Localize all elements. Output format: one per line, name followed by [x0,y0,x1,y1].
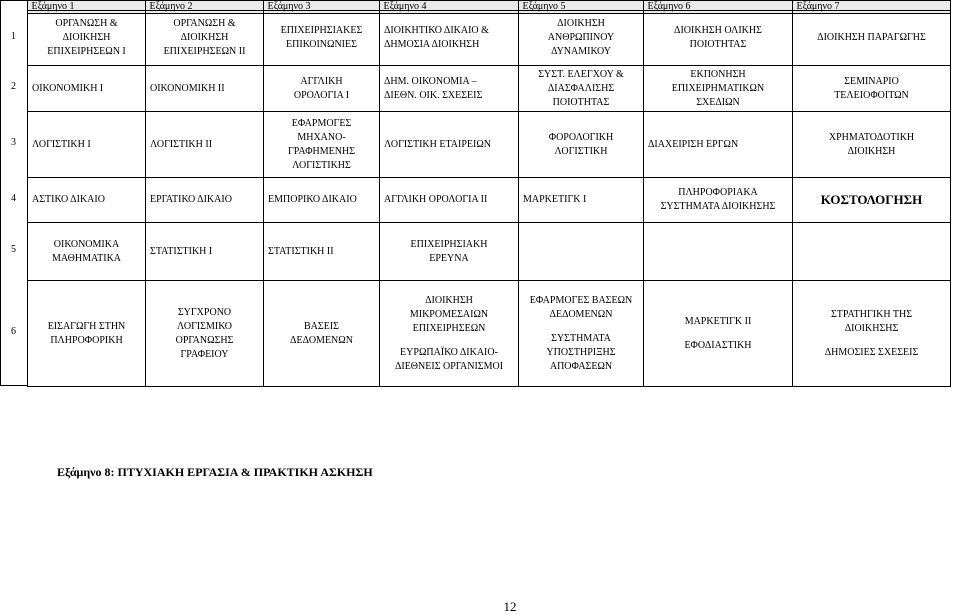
course-cell [519,281,644,387]
course-cell [793,178,951,223]
course-cell [644,11,793,66]
course-cell [146,11,264,66]
course-cell [380,178,519,223]
course-cell [519,66,644,112]
course-name-line: ΣΥΣΤΗΜΑΤΑ [551,332,611,344]
course-name-line: ΜΑΡΚΕΤΙΓΚ Ι [523,194,587,205]
course-name-line: ΛΟΓΙΣΤΙΚΗ Ι [32,138,91,150]
course-name-line: ΔΗΜΟΣΙΑ ΔΙΟΙΚΗΣΗ [384,39,480,50]
semester-header: Εξάμηνο 3 [263,1,379,14]
course-cell [146,223,264,281]
course-name-line: ΟΡΓΑΝΩΣΗ & [55,18,118,29]
course-cell [28,281,146,387]
course-name-line: ΜΗΧΑΝΟ- [297,131,346,143]
course-cell [264,11,380,66]
course-name-line: ΣΧΕΔΙΩΝ [696,96,740,108]
course-name-line: ΥΠΟΣΤΗΡΙΞΗΣ [546,346,616,358]
semester-header: Εξάμηνο 4 [379,1,518,14]
course-grid [27,10,951,387]
course-cell [793,112,951,178]
page-number: 12 [503,599,517,614]
left-border [0,0,27,386]
course-cell [146,281,264,387]
course-name-line: ΠΟΙΟΤΗΤΑΣ [689,39,747,50]
course-name-line: ΑΠΟΦΑΣΕΩΝ [549,360,613,372]
course-name-line: ΑΓΓΛΙΚΗ ΟΡΟΛΟΓΙΑ ΙΙ [384,194,488,205]
course-name-line: ΣΤΑΤΙΣΤΙΚΗ ΙΙ [268,245,334,257]
course-name-line: ΒΑΣΕΙΣ [304,320,339,332]
course-cell [380,112,519,178]
course-name-line: ΣΤΡΑΤΗΓΙΚΗ ΤΗΣ [830,308,913,320]
row-number: 6 [11,326,16,337]
course-name-line: ΓΡΑΦΕΙΟΥ [180,348,229,360]
course-cell [28,11,146,66]
course-name-line: ΕΦΑΡΜΟΓΕΣ [291,117,352,129]
course-name-line: ΔΗΜ. ΟΙΚΟΝΟΜΙΑ – [384,75,477,87]
course-name-line: ΔΙΟΙΚΗΣΗ [425,294,473,306]
course-cell [793,223,951,281]
line-gap [797,336,946,346]
course-name-line: ΕΜΠΟΡΙΚΟ ΔΙΚΑΙΟ [268,194,357,205]
course-name-line: ΦΟΡΟΛΟΓΙΚΗ [548,131,614,143]
course-cell [264,112,380,178]
course-name-line: ΕΠΙΧΕΙΡΗΣΕΩΝ Ι [47,46,126,57]
course-cell [793,66,951,112]
course-cell [146,178,264,223]
course-name-line: ΔΙΟΙΚΗΣΗ [180,32,229,43]
course-cell [380,11,519,66]
course-name-line: ΛΟΓΙΣΤΙΚΗ ΙΙ [150,138,213,150]
course-name-line: ΔΙΑΧΕΙΡΙΣΗ ΕΡΓΩΝ [648,138,739,150]
course-row [28,223,951,281]
course-name-line: ΣΥΓΧΡΟΝΟ [177,306,232,318]
course-cell [519,11,644,66]
course-row [28,11,951,66]
course-cell [264,281,380,387]
course-cell [644,66,793,112]
course-name-line: ΟΡΓΑΝΩΣΗ & [173,18,236,29]
course-name-line: ΑΓΓΛΙΚΗ [300,75,343,87]
course-name-line: ΣΥΣΤ. ΕΛΕΓΧΟΥ & [538,68,624,80]
course-name-line: ΠΛΗΡΟΦΟΡΙΚΗ [50,334,123,346]
course-name-line: ΕΠΙΧΕΙΡΗΣΙΑΚΕΣ [280,25,363,36]
course-name-line: ΕΡΓΑΤΙΚΟ ΔΙΚΑΙΟ [150,194,232,205]
course-cell [519,223,644,281]
course-name-line: ΛΟΓΙΣΤΙΚΗ [554,145,608,157]
course-name-line: ΟΙΚΟΝΟΜΙΚΑ [53,238,120,250]
course-name-line: ΔΙΟΙΚΗΣΗ ΠΑΡΑΓΩΓΗΣ [817,32,926,43]
course-name-line: ΕΙΣΑΓΩΓΗ ΣΤΗΝ [47,320,126,332]
course-name-line: ΕΠΙΧΕΙΡΗΣΙΑΚΗ [410,238,488,250]
row-number: 1 [11,30,16,42]
course-cell [146,66,264,112]
course-name-line: ΔΙΟΙΚΗΣΗ [847,145,896,157]
row-number: 5 [11,244,16,255]
course-cell [644,178,793,223]
semester-header: Εξάμηνο 2 [145,1,263,14]
course-cell [519,178,644,223]
course-name-line: ΣΤΑΤΙΣΤΙΚΗ Ι [150,245,213,257]
course-cell [793,281,951,387]
course-name-line: ΔΙΑΣΦΑΛΙΣΗΣ [547,82,615,94]
course-name-line: ΕΥΡΩΠΑΪΚΟ ΔΙΚΑΙΟ- [400,346,498,358]
course-name-line: ΔΕΔΟΜΕΝΩΝ [549,308,613,320]
course-cell [793,11,951,66]
course-name-line: ΕΠΙΧΕΙΡΗΣΕΩΝ [412,322,486,334]
course-name-line: ΔΙΟΙΚΗΣΗ ΟΛΙΚΗΣ [674,25,762,36]
course-name-line: ΕΠΙΧΕΙΡΗΣΕΩΝ ΙΙ [163,46,246,57]
course-name-line: ΕΚΠΟΝΗΣΗ [690,68,746,80]
course-cell [644,112,793,178]
course-name-line: ΟΙΚΟΝΟΜΙΚΗ ΙΙ [150,82,225,94]
course-name-line: ΜΙΚΡΟΜΕΣΑΙΩΝ [409,308,489,320]
course-name-line: ΔΕΔΟΜΕΝΩΝ [290,334,353,346]
course-name-line: ΟΙΚΟΝΟΜΙΚΗ Ι [32,82,104,94]
row-number: 3 [11,137,16,148]
course-cell [28,66,146,112]
line-gap [384,336,514,346]
course-cell [644,281,793,387]
course-name-line: ΠΟΙΟΤΗΤΑΣ [552,96,610,108]
course-name-line: ΔΙΟΙΚΗΣΗ [557,18,605,29]
course-row [28,281,951,387]
course-name-line: ΔΗΜΟΣΙΕΣ ΣΧΕΣΕΙΣ [824,346,919,358]
course-name-line: ΣΕΜΙΝΑΡΙΟ [844,75,899,87]
course-cell [28,223,146,281]
course-cell [264,223,380,281]
semester-header: Εξάμηνο 7 [792,1,950,14]
course-name-line: ΟΡΓΑΝΩΣΗΣ [175,334,234,346]
course-cell [380,281,519,387]
course-name-line: ΕΦΑΡΜΟΓΕΣ ΒΑΣΕΩΝ [529,294,633,306]
course-name-line: ΔΙΟΙΚΗΣΗΣ [844,322,899,334]
course-name-line: ΑΣΤΙΚΟ ΔΙΚΑΙΟ [32,194,105,205]
course-cell [28,112,146,178]
course-name-line: ΠΛΗΡΟΦΟΡΙΑΚΑ [678,187,758,198]
course-name-line: ΕΦΟΔΙΑΣΤΙΚΗ [684,339,752,351]
course-cell [519,112,644,178]
course-cell [28,178,146,223]
course-name-line: ΕΠΙΧΕΙΡΗΜΑΤΙΚΩΝ [671,82,765,94]
course-name-line: ΔΙΟΙΚΗΤΙΚΟ ΔΙΚΑΙΟ & [384,25,489,36]
course-cell [644,223,793,281]
course-name-line: ΟΡΟΛΟΓΙΑ Ι [293,89,350,101]
course-name-line: ΧΡΗΜΑΤΟΔΟΤΙΚΗ [828,131,915,143]
course-name-line: ΜΑΘΗΜΑΤΙΚΑ [51,252,122,264]
semester-header: Εξάμηνο 6 [643,1,792,14]
course-cell [146,112,264,178]
course-name-line: ΚΟΣΤΟΛΟΓΗΣΗ [820,192,923,207]
course-cell [264,178,380,223]
line-gap [523,322,639,332]
course-row [28,112,951,178]
course-cell [380,66,519,112]
course-name-line: ΔΙΟΙΚΗΣΗ [62,32,111,43]
course-name-line: ΛΟΓΙΣΜΙΚΟ [177,320,232,332]
course-cell [264,66,380,112]
semester-header: Εξάμηνο 1 [27,1,145,14]
course-name-line: ΛΟΓΙΣΤΙΚΗΣ [292,159,351,171]
course-name-line: ΛΟΓΙΣΤΙΚΗ ΕΤΑΙΡΕΙΩΝ [384,138,491,150]
line-gap [648,329,788,339]
course-name-line: ΕΡΕΥΝΑ [429,252,469,264]
course-name-line: ΓΡΑΦΗΜΕΝΗΣ [287,145,356,157]
course-name-line: ΤΕΛΕΙΟΦΟΙΤΩΝ [834,89,909,101]
course-cell [380,223,519,281]
row-number: 2 [11,81,16,92]
course-name-line: ΕΠΙΚΟΙΝΩΝΙΕΣ [286,39,357,50]
course-row [28,178,951,223]
course-name-line: ΑΝΘΡΩΠΙΝΟΥ [547,32,615,43]
semester-8-title: Εξάμηνο 8: ΠΤΥΧΙΑΚΗ ΕΡΓΑΣΙΑ & ΠΡΑΚΤΙΚΗ ΑΣΚΗΣΗ [57,465,373,479]
course-name-line: ΜΑΡΚΕΤΙΓΚ ΙΙ [684,315,752,327]
row-number: 4 [11,192,16,204]
course-row [28,66,951,112]
course-name-line: ΔΥΝΑΜΙΚΟΥ [551,46,611,57]
semester-header: Εξάμηνο 5 [518,1,643,14]
course-name-line: ΣΥΣΤΗΜΑΤΑ ΔΙΟΙΚΗΣΗΣ [660,201,776,212]
course-name-line: ΔΙΕΘΝΕΙΣ ΟΡΓΑΝΙΣΜΟΙ [394,360,504,372]
course-name-line: ΔΙΕΘΝ. ΟΙΚ. ΣΧΕΣΕΙΣ [384,89,483,101]
